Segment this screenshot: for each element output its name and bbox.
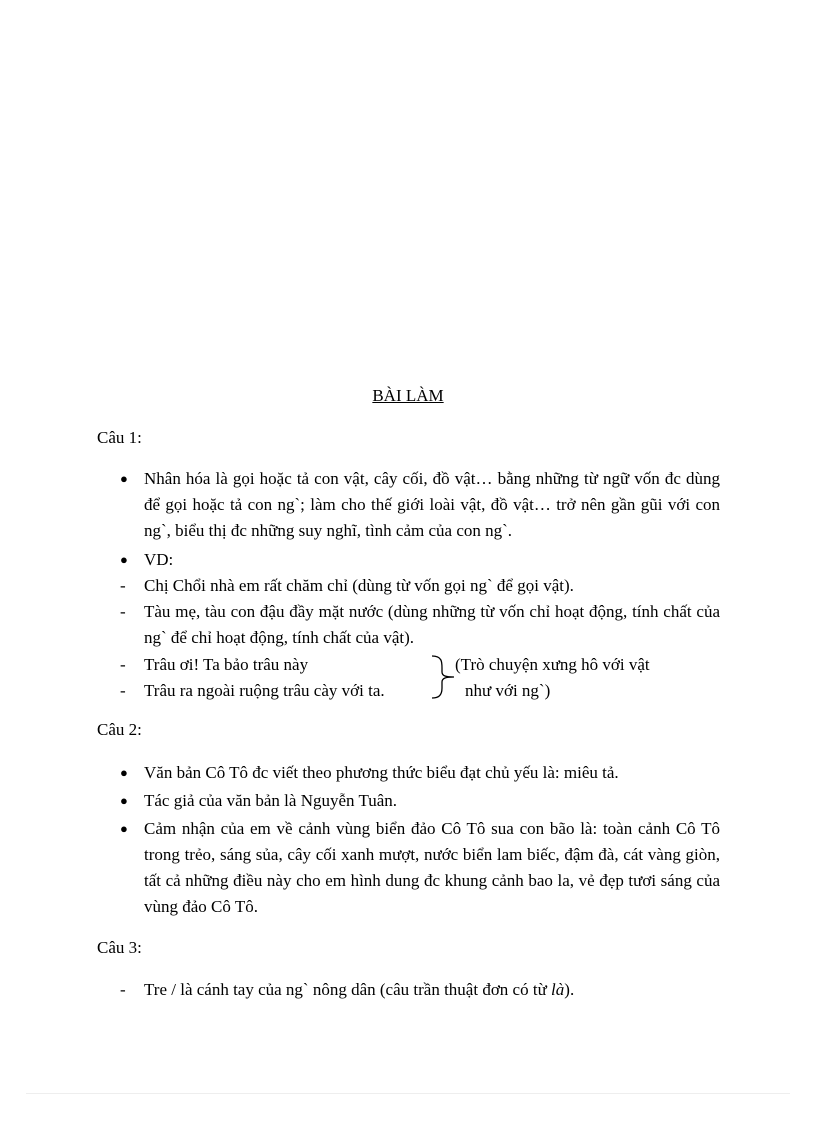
- list-item: [120, 678, 440, 704]
- list-item: [120, 573, 720, 599]
- example-note-line: như với ng`): [465, 681, 551, 700]
- question-2-heading: Câu 2:: [97, 720, 142, 739]
- example-note: [455, 652, 695, 704]
- page-divider: [26, 1093, 790, 1094]
- dash-icon: -: [120, 602, 126, 621]
- question-3-heading: Câu 3:: [97, 938, 142, 957]
- bullet-icon: ●: [120, 765, 128, 780]
- list-item: [120, 760, 720, 786]
- dash-icon: -: [120, 655, 126, 674]
- answer-text: Tác giả của văn bản là Nguyễn Tuân.: [144, 791, 398, 810]
- sentence-end: ).: [564, 980, 575, 999]
- dash-icon: -: [120, 681, 126, 700]
- page-title: BÀI LÀM: [372, 386, 444, 405]
- emphasized-word: là: [551, 980, 565, 999]
- example-text: Chị Chổi nhà em rất chăm chỉ (dùng từ vốn gọi ng` để gọi vật).: [144, 576, 574, 595]
- answer-text: Cảm nhận của em về cảnh vùng biển đảo Cô Tô sua con bão là: toàn cảnh Cô Tô trong trẻo, sáng sủa, cây cối xanh mượt, nước biển lam biếc, đậm đà, cát vàng giòn, tất cả những điều này cho em hình dung đc khung cảnh bao la, vẻ đẹp tươi sáng của vùng đảo Cô Tô.: [144, 819, 720, 916]
- example-text: Trâu ra ngoài ruộng trâu cày với ta.: [144, 681, 385, 700]
- list-item: [120, 466, 720, 544]
- curly-brace-icon: [430, 652, 456, 702]
- list-item: [120, 652, 440, 678]
- list-item: [120, 788, 720, 814]
- example-text: Tàu mẹ, tàu con đậu đầy mặt nước (dùng những từ vốn chỉ hoạt động, tính chất của ng` để chỉ hoạt động, tính chất của vật).: [144, 602, 720, 647]
- answer-text: [144, 977, 720, 1003]
- dash-icon: -: [120, 980, 126, 999]
- example-note-line: (Trò chuyện xưng hô với vật: [455, 655, 650, 674]
- list-item: [120, 816, 720, 920]
- dash-icon: -: [120, 576, 126, 595]
- list-item: [120, 599, 720, 651]
- list-item: [120, 547, 720, 573]
- list-item: [120, 977, 720, 1003]
- bullet-icon: ●: [120, 471, 128, 486]
- example-label: VD:: [144, 550, 174, 569]
- sentence-text: Tre / là cánh tay của ng` nông dân (câu trần thuật đơn có từ: [144, 980, 552, 999]
- bullet-icon: ●: [120, 552, 128, 567]
- example-text: Trâu ơi! Ta bảo trâu này: [144, 655, 309, 674]
- definition-text: Nhân hóa là gọi hoặc tả con vật, cây cối, đồ vật… bằng những từ ngữ vốn đc dùng để gọi hoặc tả con ng`; làm cho thế giới loài vật, đồ vật… trở nên gần gũi với con ng`, biểu thị đc những suy nghĩ, tình cảm của con ng`.: [144, 469, 720, 540]
- answer-text: Văn bản Cô Tô đc viết theo phương thức biểu đạt chủ yếu là: miêu tả.: [144, 763, 619, 782]
- bullet-icon: ●: [120, 793, 128, 808]
- question-1-heading: Câu 1:: [97, 428, 142, 447]
- bullet-icon: ●: [120, 821, 128, 836]
